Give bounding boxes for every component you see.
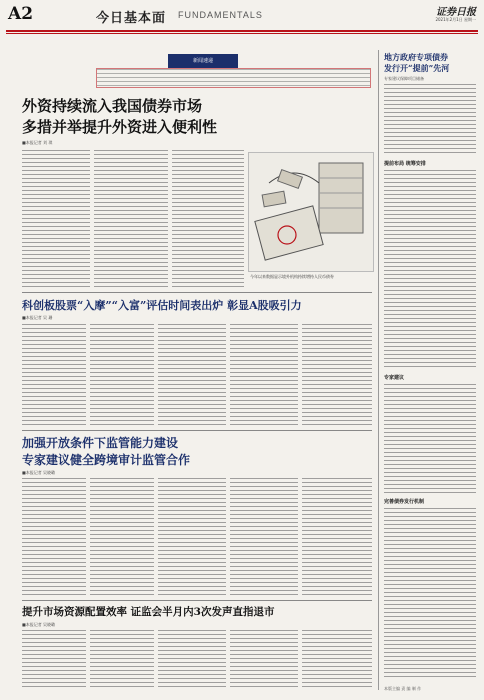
story4-byline: ■本报记者 吴晓璐 xyxy=(22,622,56,627)
story2-column-5 xyxy=(302,324,372,426)
illustration-caption: 今年以来数据显示境外机构持续增持人民币债券 xyxy=(250,274,334,279)
sidebar-subheadline: 发行开“提前”先河 xyxy=(384,63,450,73)
story3-headline-line2: 专家建议健全跨境审计监管合作 xyxy=(22,453,191,467)
dateline: 2021年2月1日 星期一 xyxy=(435,17,476,22)
sidebar-text-block-4 xyxy=(384,508,476,680)
header-rule-thin xyxy=(6,33,478,34)
header-rule xyxy=(6,30,478,32)
lead-column-1 xyxy=(22,150,90,288)
column-divider xyxy=(378,50,379,690)
story3-byline: ■本报记者 吴晓璐 xyxy=(22,470,56,475)
section-title-en: FUNDAMENTALS xyxy=(178,10,263,20)
lead-column-2 xyxy=(94,150,168,288)
story4-column-2 xyxy=(90,630,154,690)
story-divider xyxy=(22,430,372,431)
story2-byline: ■本报记者 吴 珊 xyxy=(22,315,53,320)
story3-column-5 xyxy=(302,478,372,596)
story2-column-3 xyxy=(158,324,226,426)
story-divider xyxy=(22,600,372,601)
lead-illustration xyxy=(248,152,374,272)
story3-column-4 xyxy=(230,478,298,596)
story2-column-2 xyxy=(90,324,154,426)
sidebar-text-block-3 xyxy=(384,384,476,494)
story2-column-4 xyxy=(230,324,298,426)
lead-headline-line1: 外资持续流入我国债券市场 xyxy=(22,97,203,115)
story4-column-4 xyxy=(230,630,298,690)
story2-headline: 科创板股票“入摩”“入富”评估时间表出炉 彰显A股吸引力 xyxy=(22,299,302,312)
section-title: 今日基本面 xyxy=(96,11,167,26)
lead-summary-box xyxy=(96,68,371,88)
story4-column-1 xyxy=(22,630,86,690)
sidebar-text-block-1 xyxy=(384,84,476,156)
lead-byline: ■本报记者 刘 琪 xyxy=(22,140,53,145)
sidebar-headline: 地方政府专项债券 xyxy=(384,52,448,62)
story3-column-2 xyxy=(90,478,154,596)
page-footer: 本版主编 责 编 制 作 xyxy=(384,686,422,691)
lead-headline-line2: 多措并举提升外资进入便利性 xyxy=(22,118,218,136)
money-building-illustration-icon xyxy=(249,153,373,271)
sidebar-item-3: 完善债券发行机制 xyxy=(384,499,425,505)
story3-column-1 xyxy=(22,478,86,596)
story4-column-3 xyxy=(158,630,226,690)
banner-tag: 新闻速递 xyxy=(168,54,238,68)
page-code: A2 xyxy=(8,4,34,24)
story4-headline: 提升市场资源配置效率 证监会半月内3次发声直指退市 xyxy=(22,606,275,618)
story-divider xyxy=(22,292,372,293)
story3-headline-line1: 加强开放条件下监管能力建设 xyxy=(22,436,179,450)
lead-column-3 xyxy=(172,150,244,288)
story2-column-1 xyxy=(22,324,86,426)
story3-column-3 xyxy=(158,478,226,596)
masthead-logo: 证券日报 xyxy=(436,7,476,18)
sidebar-item-2: 专家建议 xyxy=(384,375,405,381)
story4-column-5 xyxy=(302,630,372,690)
sidebar-byline: 专家建议保障项目储备 xyxy=(384,76,424,81)
sidebar-text-block-2 xyxy=(384,170,476,370)
sidebar-item-1: 提前布局 统筹安排 xyxy=(384,161,426,167)
